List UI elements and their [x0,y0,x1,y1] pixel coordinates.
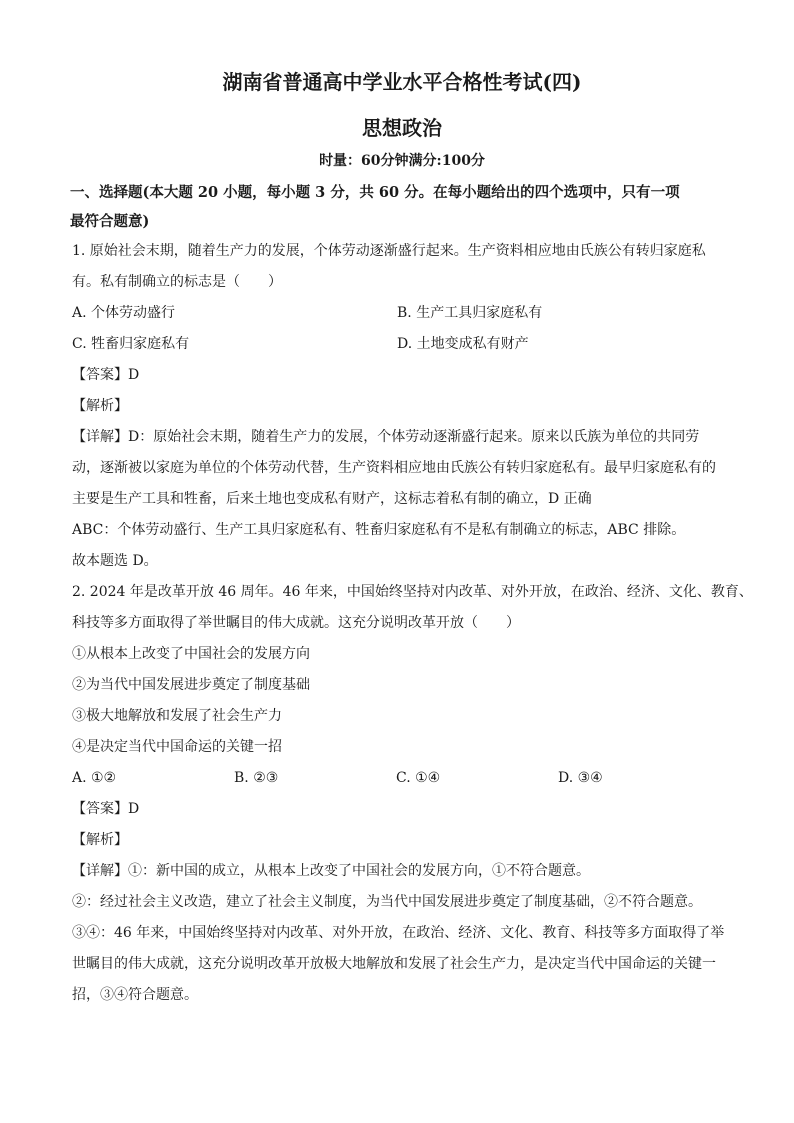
q1-option-a: A. 个体劳动盛行 [72,305,176,321]
exam-meta: 时量：60分钟满分:100分 [319,153,485,169]
q1-detail-line1: 【详解】D：原始社会末期，随着生产力的发展，个体劳动逐渐盛行起来。原来以氏族为单位的共同劳 [72,429,700,445]
q2-option-a: A. ①② [72,770,117,786]
q1-option-c: C. 牲畜归家庭私有 [72,336,190,352]
q1-stem-line2: 有。私有制确立的标志是（ ） [72,274,282,290]
section-heading-line2: 最符合题意) [70,213,150,230]
q2-detail-line1: 【详解】①：新中国的成立，从根本上改变了中国社会的发展方向，①不符合题意。 [72,863,590,879]
q1-answer: 【答案】D [72,367,140,383]
exam-subject: 思想政治 [362,116,442,140]
q1-option-d: D. 土地变成私有财产 [397,336,529,352]
question-1 [72,236,732,577]
q1-detail-line5: 故本题选 D。 [72,553,158,569]
q2-detail-line2: ②：经过社会主义改造，建立了社会主义制度，为当代中国发展进步奠定了制度基础，②不符合题意。 [72,894,702,910]
section-heading-line1: 一、选择题(本大题 20 小题，每小题 3 分，共 60 分。在每小题给出的四个选项中，只有一项 [70,184,680,201]
q2-item-4: ④是决定当代中国命运的关键一招 [72,739,282,755]
q1-analysis-label: 【解析】 [72,398,128,414]
exam-title: 湖南省普通高中学业水平合格性考试(四) [222,70,582,94]
q1-stem-line1: 1. 原始社会末期，随着生产力的发展，个体劳动逐渐盛行起来。生产资料相应地由氏族公有转归家庭私 [72,243,706,259]
q2-detail-line3: ③④：46 年来，中国始终坚持对内改革、对外开放，在政治、经济、文化、教育、科技等多方面取得了举 [72,925,725,941]
q2-answer: 【答案】D [72,801,140,817]
question-2 [72,577,753,1011]
q2-item-2: ②为当代中国发展进步奠定了制度基础 [72,677,310,693]
q2-options-row [72,763,732,794]
q2-analysis-label: 【解析】 [72,832,128,848]
q2-detail-line4: 世瞩目的伟大成就，这充分说明改革开放极大地解放和发展了社会生产力，是决定当代中国命运的关键一 [72,956,716,972]
q1-detail-line3: 主要是生产工具和牲畜，后来土地也变成私有财产，这标志着私有制的确立，D 正确 [72,491,592,507]
q1-detail-line4: ABC：个体劳动盛行、生产工具归家庭私有、牲畜归家庭私有不是私有制确立的标志，ABC 排除。 [72,522,686,538]
q2-option-b: B. ②③ [234,770,279,786]
q1-option-b: B. 生产工具归家庭私有 [397,305,543,321]
q2-option-d: D. ③④ [558,770,603,786]
q2-stem-line1: 2. 2024 年是改革开放 46 周年。46 年来，中国始终坚持对内改革、对外开放，在政治、经济、文化、教育、 [72,584,753,600]
q2-item-1: ①从根本上改变了中国社会的发展方向 [72,646,310,662]
q1-options-row2 [72,329,732,360]
q2-stem-line2: 科技等多方面取得了举世瞩目的伟大成就。这充分说明改革开放（ ） [72,615,520,631]
q2-detail-line5: 招，③④符合题意。 [72,987,198,1003]
q2-option-c: C. ①④ [396,770,441,786]
q1-options-row1 [72,298,732,329]
q2-item-3: ③极大地解放和发展了社会生产力 [72,708,282,724]
exam-page [70,68,753,1011]
q1-detail-line2: 动，逐渐被以家庭为单位的个体劳动代替，生产资料相应地由氏族公有转归家庭私有。最早归家庭私有的 [72,460,716,476]
section-heading [70,178,732,236]
